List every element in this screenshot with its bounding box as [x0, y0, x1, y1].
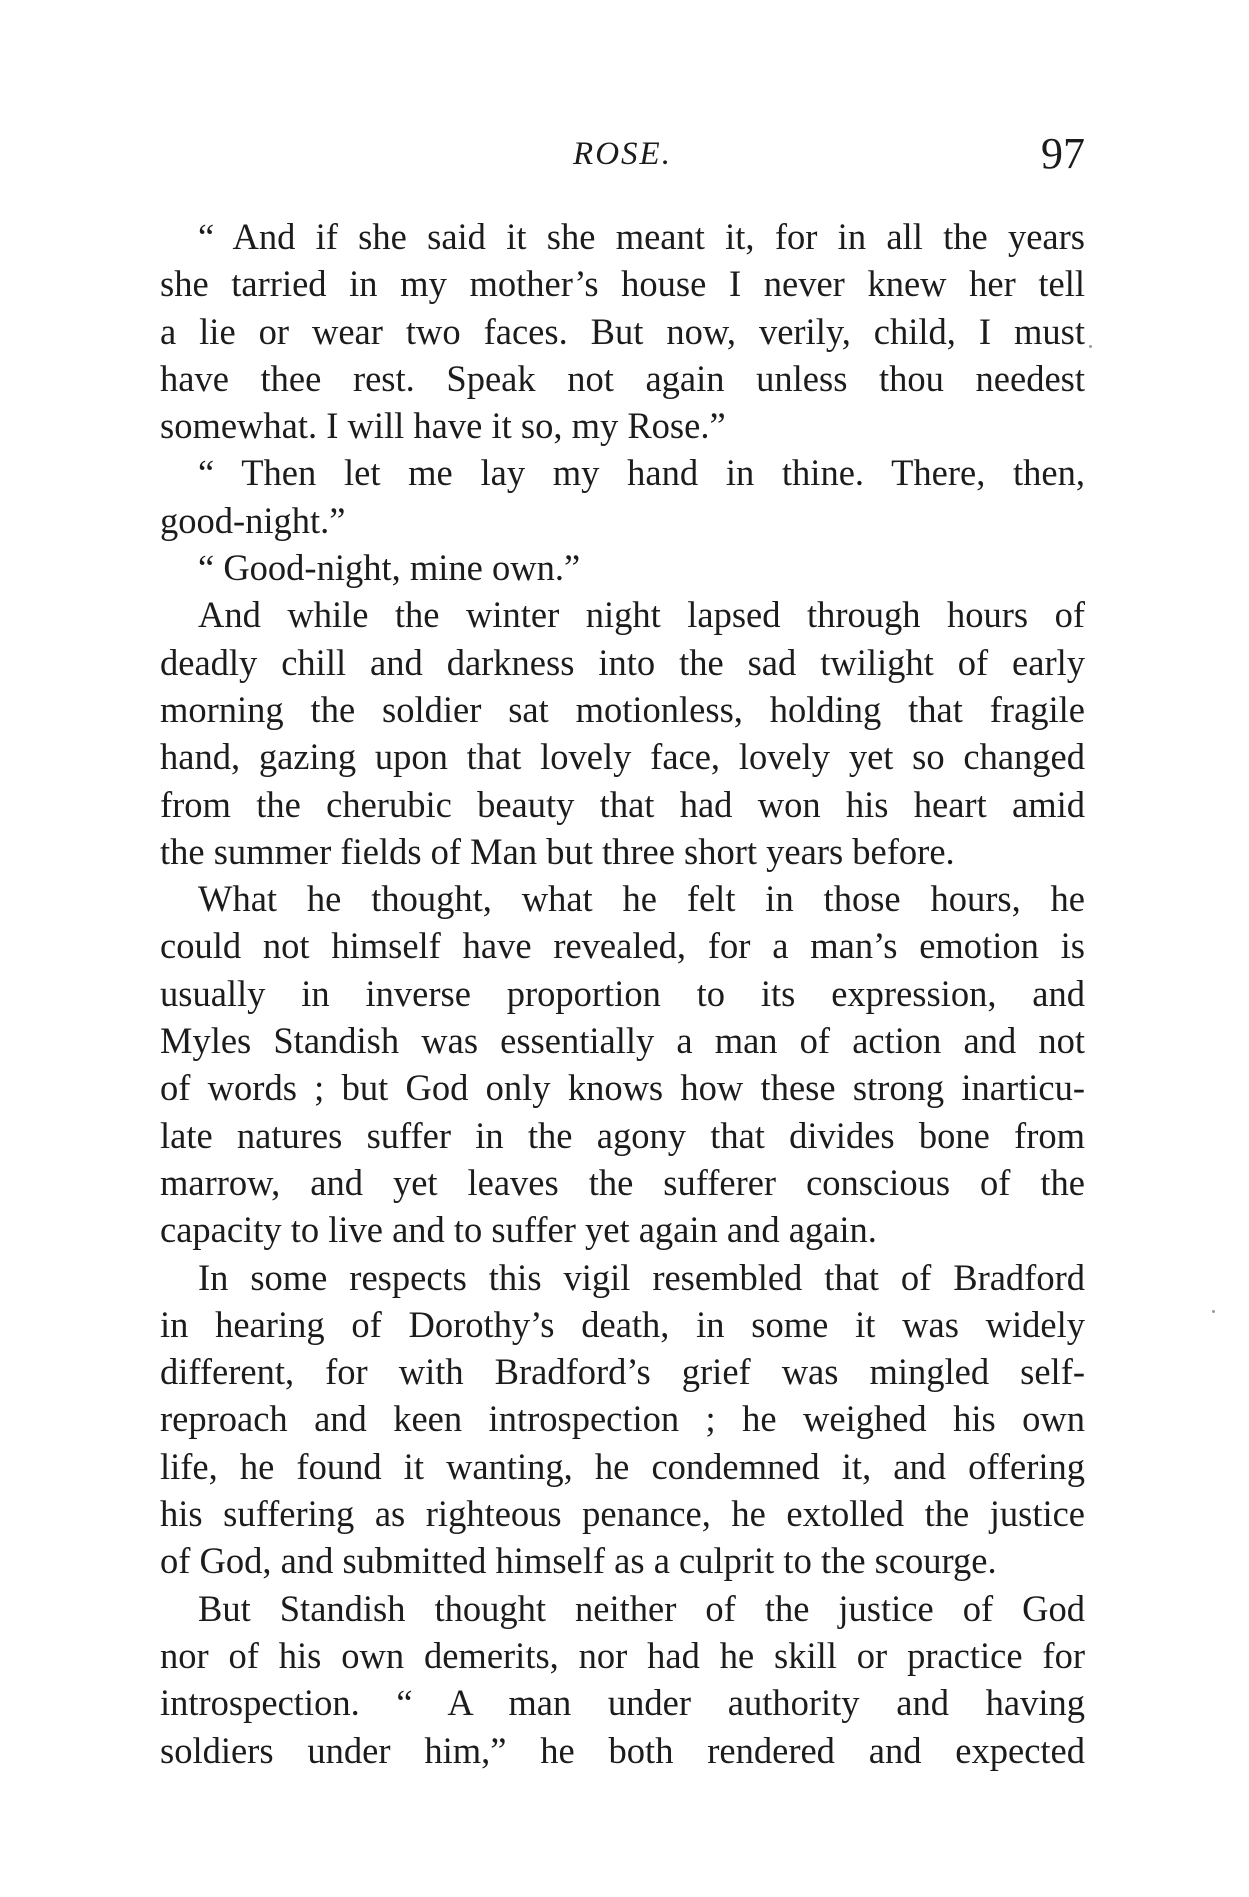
text-line: In some respects this vigil resembled that of Bradford — [198, 1256, 1085, 1298]
text-line: from the cherubic beauty that had won his heart amid — [160, 783, 1085, 825]
paper-speck — [1212, 1310, 1215, 1313]
paper-speck — [1089, 345, 1092, 348]
text-line: life, he found it wanting, he condemned it, and offering — [160, 1445, 1085, 1487]
text-line: soldiers under him,” he both rendered and expected — [160, 1729, 1085, 1771]
text-line: usually in inverse proportion to its expression, and — [160, 972, 1085, 1014]
text-line: nor of his own demerits, nor had he skill or practice for — [160, 1634, 1085, 1676]
text-line: What he thought, what he felt in those hours, he — [198, 878, 1085, 920]
page-number: 97 — [1041, 129, 1085, 178]
text-line: capacity to live and to suffer yet again and again. — [160, 1209, 877, 1251]
text-line: have thee rest. Speak not again unless thou needest — [160, 357, 1085, 399]
text-line: could not himself have revealed, for a man’s emotion is — [160, 925, 1085, 967]
text-line: But Standish thought neither of the justice of God — [198, 1587, 1085, 1629]
text-line: “ And if she said it she meant it, for in all the years — [198, 216, 1085, 257]
text-line: in hearing of Dorothy’s death, in some it was widely — [160, 1303, 1085, 1345]
body-text — [160, 213, 1085, 1774]
text-line: good-night.” — [160, 499, 346, 541]
text-line: And while the winter night lapsed through hours of — [198, 594, 1085, 636]
text-line: a lie or wear two faces. But now, verily, child, I must — [160, 310, 1085, 352]
text-line: his suffering as righteous penance, he extolled the justice — [160, 1493, 1085, 1535]
text-line: morning the soldier sat motionless, holding that fragile — [160, 688, 1085, 730]
text-line: hand, gazing upon that lovely face, lovely yet so changed — [160, 736, 1085, 778]
text-line: introspection. “ A man under authority and having — [160, 1682, 1085, 1724]
text-line: Myles Standish was essentially a man of action and not — [160, 1020, 1085, 1062]
text-line: she tarried in my mother’s house I never knew her tell — [160, 263, 1085, 305]
text-line: somewhat. I will have it so, my Rose.” — [160, 405, 726, 447]
text-line: “ Then let me lay my hand in thine. There, then, — [198, 452, 1085, 494]
text-line: the summer fields of Man but three short years before. — [160, 830, 955, 872]
text-line: of words ; but God only knows how these strong inarticu- — [160, 1067, 1085, 1109]
running-title: ROSE. — [573, 136, 672, 172]
text-line: late natures suffer in the agony that divides bone from — [160, 1114, 1085, 1156]
text-line: reproach and keen introspection ; he weighed his own — [160, 1398, 1085, 1440]
text-line: of God, and submitted himself as a culprit to the scourge. — [160, 1540, 997, 1582]
text-line: “ Good-night, mine own.” — [198, 547, 581, 589]
running-head — [160, 128, 1085, 178]
text-line: different, for with Bradford’s grief was mingled self- — [160, 1351, 1085, 1393]
text-line: deadly chill and darkness into the sad twilight of early — [160, 641, 1085, 683]
text-line: marrow, and yet leaves the sufferer conscious of the — [160, 1161, 1085, 1203]
